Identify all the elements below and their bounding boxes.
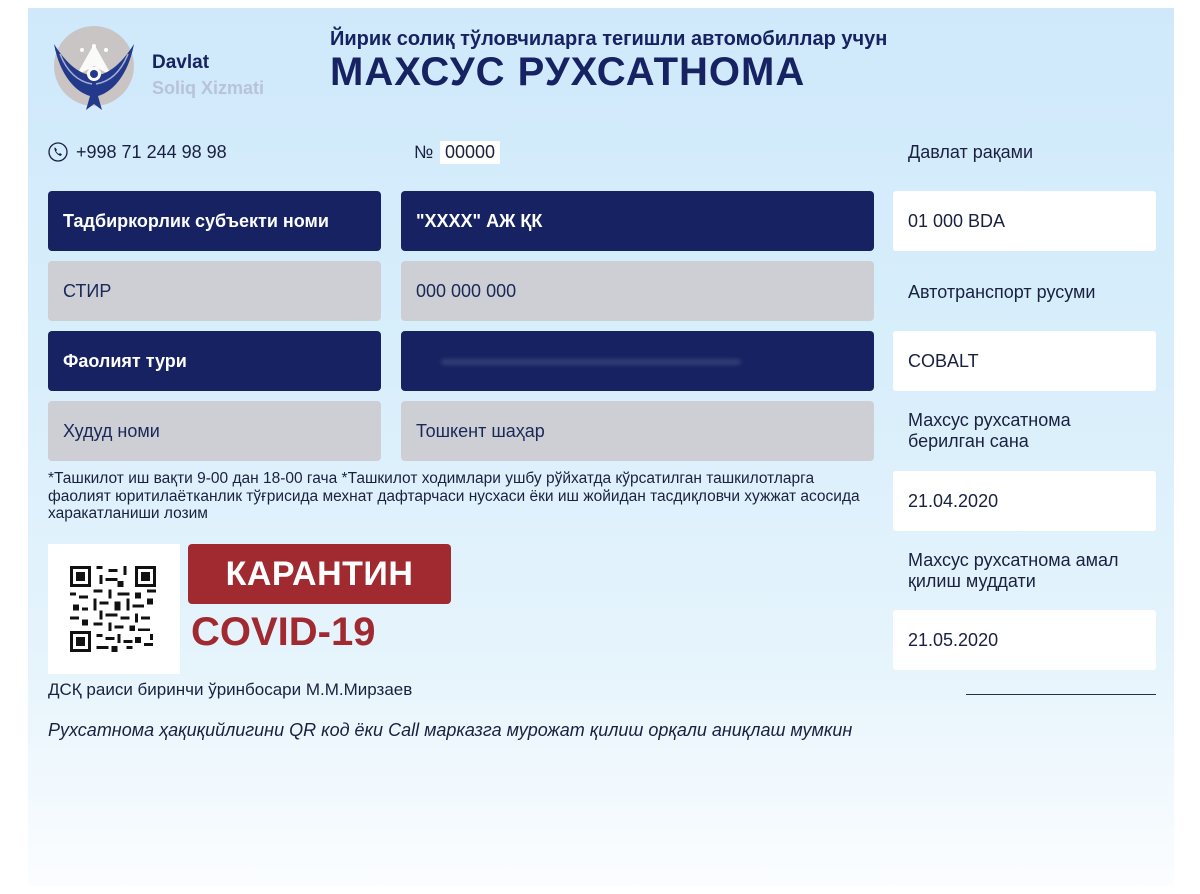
vehicle-model-label: Автотранспорт русуми <box>908 282 1096 302</box>
issue-date-value: 21.04.2020 <box>893 471 1156 531</box>
covid-label: COVID-19 <box>191 610 376 654</box>
issue-date-label <box>908 410 1071 452</box>
stir-label: СТИР <box>48 261 381 321</box>
phone-number: +998 71 244 98 98 <box>76 142 227 162</box>
signer-name: ДСҚ раиси биринчи ўринбосари М.М.Мирзаев <box>48 680 413 699</box>
signature-line <box>966 694 1156 695</box>
entity-name-label: Тадбиркорлик субъекти номи <box>48 191 381 251</box>
region-value: Тошкент шаҳар <box>401 401 874 461</box>
phone-icon <box>48 142 68 162</box>
region-label: Худуд номи <box>48 401 381 461</box>
stir-value: 000 000 000 <box>401 261 874 321</box>
document-title: МАХСУС РУХСАТНОМА <box>330 50 806 94</box>
issue-date-label-line2: берилган сана <box>908 431 1029 451</box>
permit-number-label: № <box>414 142 434 162</box>
qr-code[interactable] <box>48 544 180 674</box>
issue-date-label-line1: Махсус рухсатнома <box>908 410 1071 430</box>
logo-text-line2: Soliq Xizmati <box>152 78 265 98</box>
qr-code-icon <box>70 566 156 652</box>
validity-value: 21.05.2020 <box>893 610 1156 670</box>
plate-number-value: 01 000 BDA <box>893 191 1156 251</box>
plate-number-label: Давлат рақами <box>908 142 1034 162</box>
eagle-logo-icon <box>46 26 142 118</box>
activity-type-value <box>401 331 874 391</box>
document-subtitle: Йирик солиқ тўловчиларга тегишли автомобиллар учун <box>330 28 888 50</box>
verification-note: Рухсатнома ҳақиқийлигини QR код ёки Call марказга мурожат қилиш орқали аниқлаш мумкин <box>48 720 853 740</box>
permit-card <box>28 8 1174 886</box>
redacted-text <box>441 359 741 365</box>
validity-label-line1: Махсус рухсатнома амал <box>908 550 1119 570</box>
entity-name-value: "XXXX" АЖ ҚК <box>401 191 874 251</box>
validity-label-line2: қилиш муддати <box>908 571 1036 591</box>
activity-type-label: Фаолият тури <box>48 331 381 391</box>
logo-text-line1: Davlat <box>152 52 210 73</box>
vehicle-model-value: COBALT <box>893 331 1156 391</box>
quarantine-badge: КАРАНТИН <box>188 544 451 604</box>
validity-label <box>908 550 1119 592</box>
working-hours-note: *Ташкилот иш вақти 9-00 дан 18-00 гача *Ташкилот ходимлари ушбу рўйхатда кўрсатилган ташкилотларга фаолият юритилаётканлик тўғрисида мехнат дафтарчаси нусхаси ёки иш жойидан тасдиқловчи хужжат асосида харакатланиши лозим <box>48 470 860 522</box>
permit-number-value: 00000 <box>440 141 500 164</box>
